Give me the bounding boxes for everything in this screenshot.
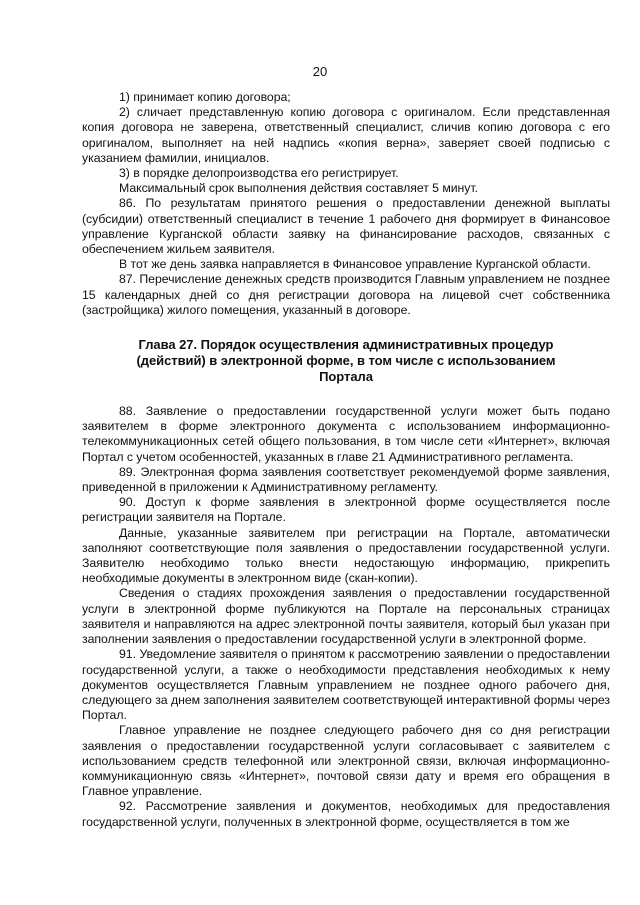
paragraph: 89. Электронная форма заявления соответствует рекомендуемой форме заявления, приведенной в приложении к Административному регламенту.	[82, 464, 610, 495]
document-body	[82, 90, 610, 830]
chapter-heading-line: Портала	[319, 369, 373, 385]
paragraph: Максимальный срок выполнения действия составляет 5 минут.	[119, 181, 478, 196]
paragraph: 92. Рассмотрение заявления и документов, необходимых для предоставления государственной услуги, полученных в электронной форме, осуществляется в том же	[82, 799, 610, 829]
paragraph: 3) в порядке делопроизводства его регистрирует.	[119, 166, 399, 181]
paragraph: 87. Перечисление денежных средств производится Главным управлением не позднее 15 календарных дней со дня регистрации договора на лицевой счет собственника (застройщика) жилого помещения, указанный в договоре.	[82, 272, 610, 317]
page-number: 20	[312, 64, 328, 79]
paragraph: Главное управление не позднее следующего рабочего дня со дня регистрации заявления о предоставлении государственной услуги согласовывает с заявителем с использованием средств телефонной или электронной связи, включая информационно-коммуникационную связь «Интернет», почтовой связи дату и время его обращения в Главное управление.	[82, 723, 610, 799]
paragraph: 88. Заявление о предоставлении государственной услуги может быть подано заявителем в форме электронного документа с использованием информационно-телекоммуникационных сетей общего пользования, в том числе сети «Интернет», включая Портал с учетом особенностей, указанных в главе 21 Административного регламента.	[82, 404, 610, 464]
paragraph: 86. По результатам принятого решения о предоставлении денежной выплаты (субсидии) ответственный специалист в течение 1 рабочего дня формирует в Финансовое управление Курганской области заявку на финансирование расходов, связанных с обеспечением жильем заявителя.	[82, 196, 610, 257]
paragraph: Сведения о стадиях прохождения заявления о предоставлении государственной услуги в электронной форме публикуются на Портале на персональных страницах заявителя и направляются на адрес электронной почты заявителя, который был указан при заполнении заявления о предоставлении государственной услуги в электронной форме.	[82, 586, 610, 647]
paragraph: 91. Уведомление заявителя о принятом к рассмотрению заявлении о предоставлении государственной услуги, а также о необходимости представления необходимых к нему документов осуществляется Главным управлением не позднее одного рабочего дня, следующего за днем заполнения заявителем соответствующей интерактивной формы через Портал.	[82, 647, 610, 723]
paragraph: 1) принимает копию договора;	[119, 90, 291, 104]
paragraph: 90. Доступ к форме заявления в электронной форме осуществляется после регистрации заявителя на Портале.	[82, 495, 610, 525]
chapter-heading-line: (действий) в электронной форме, в том числе с использованием	[136, 353, 556, 369]
chapter-heading	[82, 337, 610, 385]
paragraph: Данные, указанные заявителем при регистрации на Портале, автоматически заполняют соответствующие поля заявления о предоставлении государственной услуги. Заявителю необходимо только внести недостающую информацию, прикрепить необходимые документы в электронном виде (скан-копии).	[82, 525, 610, 586]
paragraph: 2) сличает представленную копию договора с оригиналом. Если представленная копия договора не заверена, ответственный специалист, сличив копию договора с его оригиналом, выполняет на ней надпись «копия верна», заверяет своей подписью с указанием фамилии, инициалов.	[82, 105, 610, 165]
chapter-heading-line: Глава 27. Порядок осуществления административных процедур	[138, 337, 554, 353]
paragraph: В тот же день заявка направляется в Финансовое управление Курганской области.	[119, 257, 591, 272]
